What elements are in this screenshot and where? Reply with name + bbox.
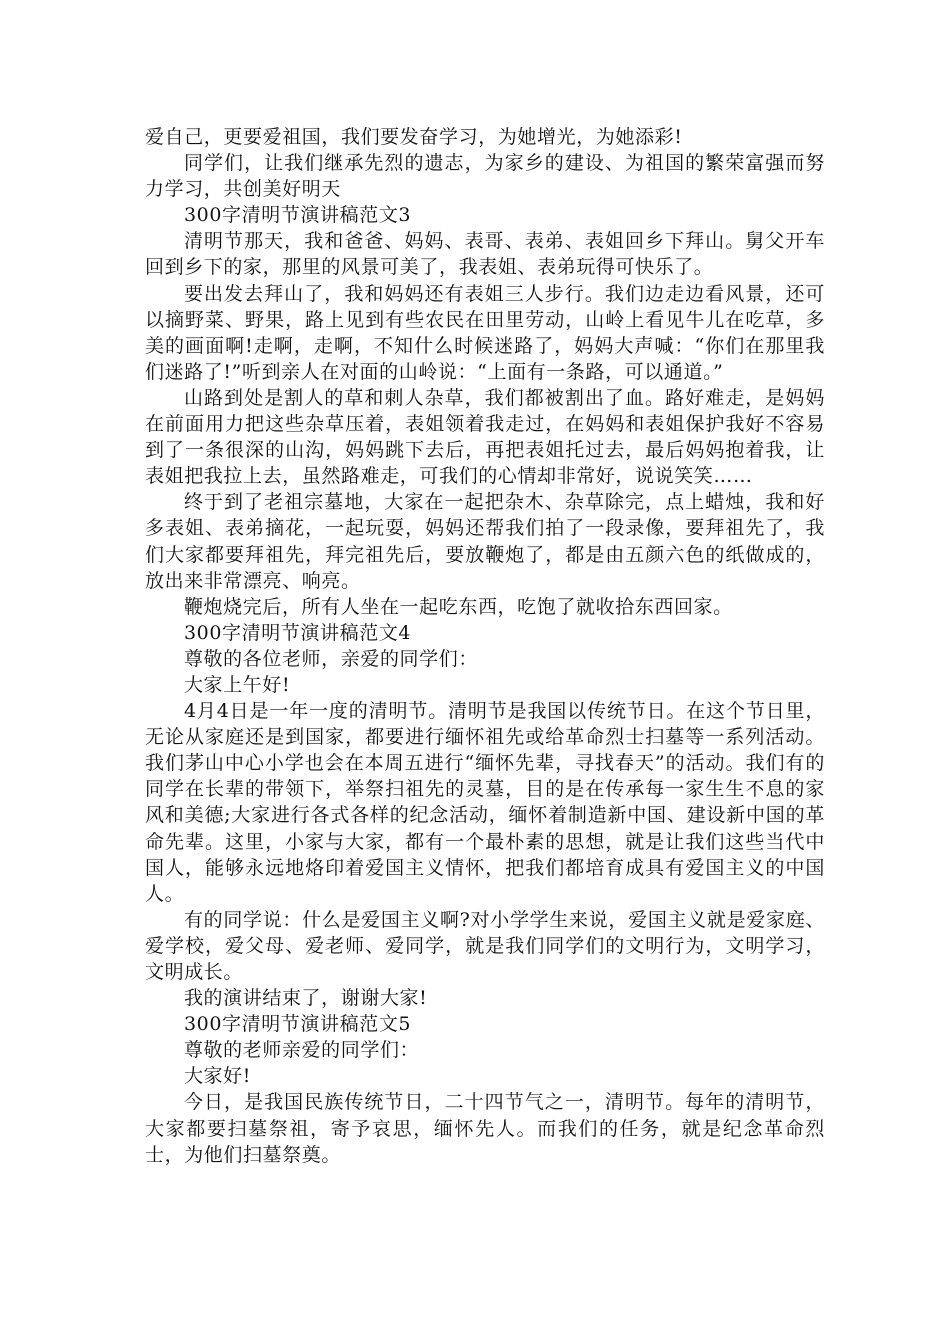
document-body xyxy=(145,124,825,1168)
paragraph: 要出发去拜山了，我和妈妈还有表姐三人步行。我们边走边看风景，还可以摘野菜、野果，路上见到有些农民在田里劳动，山岭上看见牛儿在吃草，多美的画面啊!走啊，走啊，不知什么时候迷路了，妈妈大声喊：“你们在那里我们迷路了!”听到亲人在对面的山岭说：“上面有一条路，可以通道。” xyxy=(145,282,825,383)
section-heading: 300字清明节演讲稿范文3 xyxy=(183,204,412,227)
paragraph: 今日，是我国民族传统节日，二十四节气之一，清明节。每年的清明节，大家都要扫墓祭祖，寄予哀思，缅怀先人。而我们的任务，就是纪念革命烈士，为他们扫墓祭奠。 xyxy=(145,1091,825,1166)
paragraph: 同学们，让我们继承先烈的遗志，为家乡的建设、为祖国的繁荣富强而努力学习，共创美好明天 xyxy=(145,152,825,201)
closing-line: 我的演讲结束了，谢谢大家! xyxy=(183,987,428,1010)
greeting: 大家上午好! xyxy=(183,673,291,696)
paragraph: 4月4日是一年一度的清明节。清明节是我国以传统节日。在这个节日里，无论从家庭还是到国家，都要进行缅怀祖先或给革命烈士扫墓等一系列活动。我们茅山中心小学也会在本周五进行“缅怀先辈，寻找春天”的活动。我们有的同学在长辈的带领下，举祭扫祖先的灵墓，目的是在传承每一家生生不息的家风和美德;大家进行各式各样的纪念活动，缅怀着制造新中国、建设新中国的革命先辈。这里，小家与大家，都有一个最朴素的思想，就是让我们这些当代中国人，能够永远地烙印着爱国主义情怀，把我们都培育成具有爱国主义的中国人。 xyxy=(145,700,825,905)
paragraph: 鞭炮烧完后，所有人坐在一起吃东西，吃饱了就收拾东西回家。 xyxy=(183,595,733,618)
salutation: 尊敬的老师亲爱的同学们： xyxy=(183,1039,420,1062)
section-heading: 300字清明节演讲稿范文4 xyxy=(183,621,412,644)
paragraph: 有的同学说：什么是爱国主义啊?对小学学生来说，爱国主义就是爱家庭、爱学校，爱父母、爱老师、爱同学，就是我们同学们的文明行为，文明学习，文明成长。 xyxy=(145,908,825,983)
greeting: 大家好! xyxy=(183,1065,251,1088)
salutation: 尊敬的各位老师，亲爱的同学们： xyxy=(183,647,478,670)
paragraph: 山路到处是割人的草和刺人杂草，我们都被割出了血。路好难走，是妈妈在前面用力把这些杂草压着，表姐领着我走过，在妈妈和表姐保护我好不容易到了一条很深的山沟，妈妈跳下去后，再把表姐托过去，最后妈妈抱着我，让表姐把我拉上去，虽然路难走，可我们的心情却非常好，说说笑笑…… xyxy=(145,386,825,488)
paragraph: 清明节那天，我和爸爸、妈妈、表哥、表弟、表姐回乡下拜山。舅父开车回到乡下的家，那里的风景可美了，我表姐、表弟玩得可快乐了。 xyxy=(145,230,825,279)
section-heading: 300字清明节演讲稿范文5 xyxy=(183,1013,412,1036)
paragraph: 终于到了老祖宗墓地，大家在一起把杂木、杂草除完，点上蜡烛，我和好多表姐、表弟摘花，一起玩耍，妈妈还帮我们拍了一段录像，要拜祖先了，我们大家都要拜祖先，拜完祖先后，要放鞭炮了，都是由五颜六色的纸做成的，放出来非常漂亮、响亮。 xyxy=(145,491,825,592)
paragraph: 爱自己，更要爱祖国，我们要发奋学习，为她增光，为她添彩! xyxy=(145,126,683,148)
